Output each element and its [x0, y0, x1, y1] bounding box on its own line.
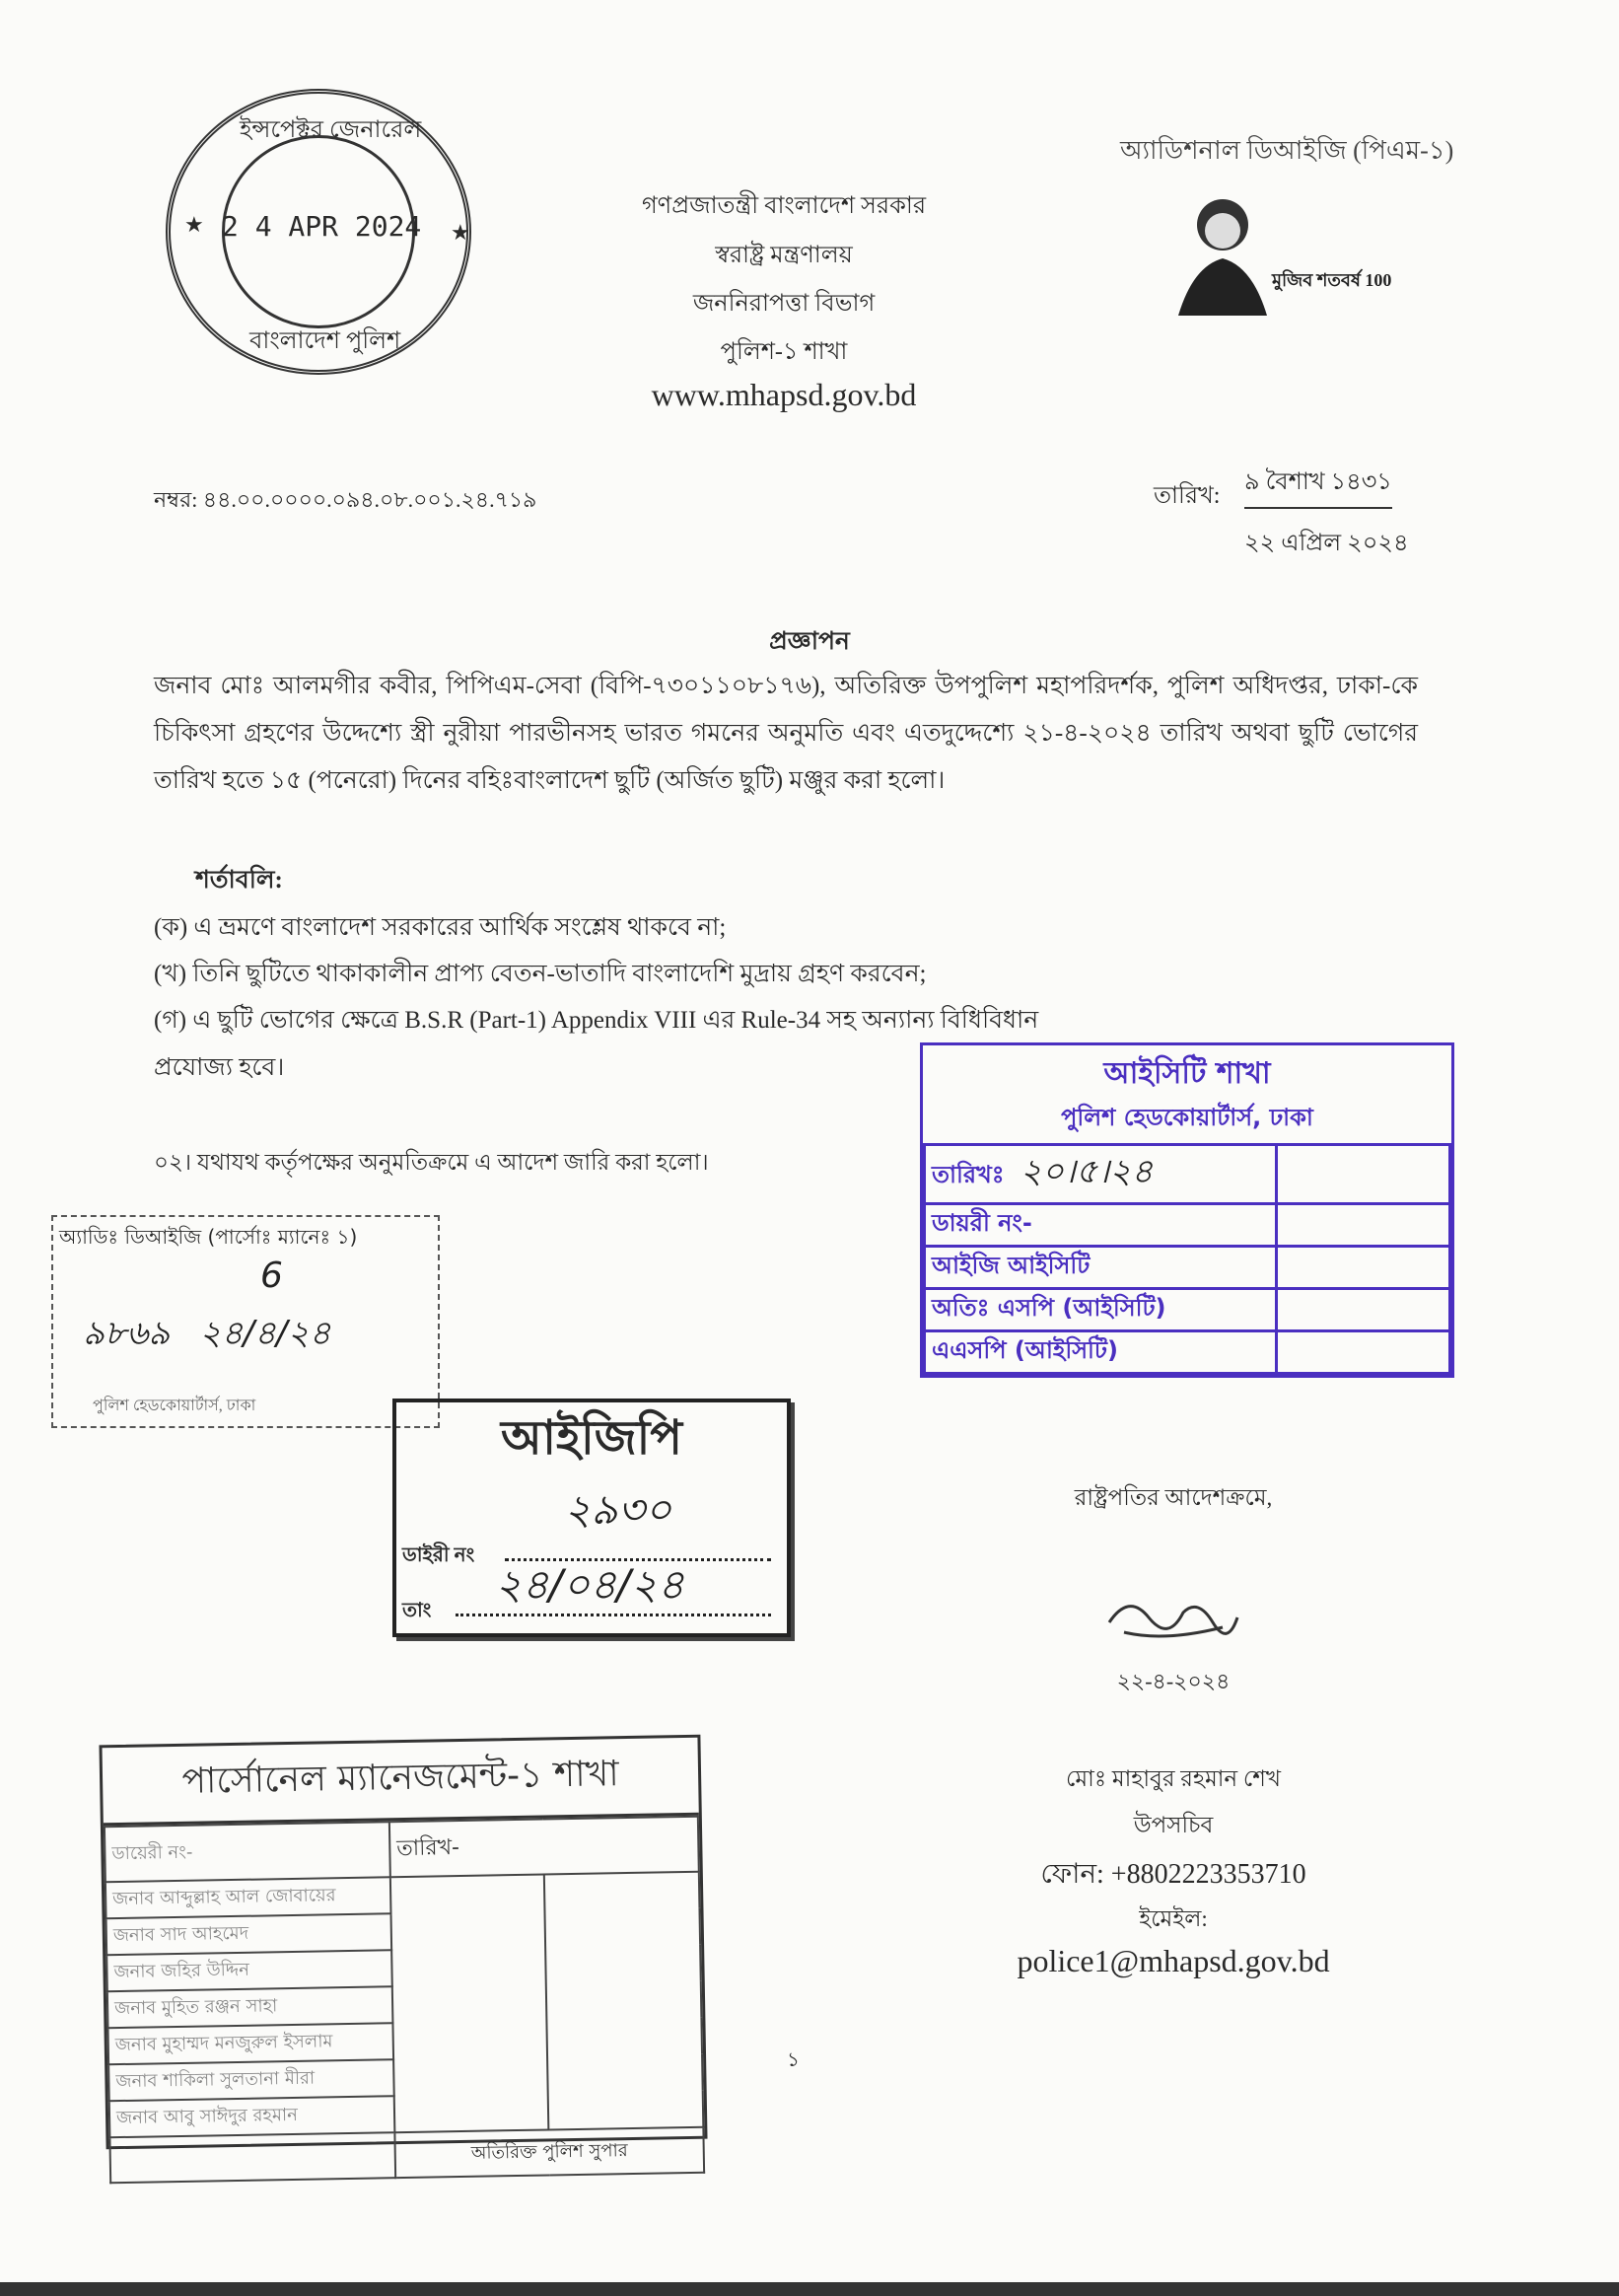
adig-stamp-title: অ্যাডিঃ ডিআইজি (পার্সোঃ ম্যানেঃ ১) [59, 1225, 358, 1249]
signatory-phone: ফোন: +8802223353710 [1040, 1859, 1306, 1890]
paragraph-two: ০২। যথাযথ কর্তৃপক্ষের অনুমতিক্রমে এ আদেশ জারি করা হলো। [154, 1150, 709, 1175]
ict-row-label: অতিঃ এসপি (আইসিটি) [925, 1289, 1277, 1331]
condition-item: (গ) এ ছুটি ভোগের ক্ষেত্রে B.S.R (Part-1) Appendix VIII এর Rule-34 সহ অন্যান্য বিধিবিধান [154, 1007, 1039, 1034]
top-right-note: অ্যাডিশনাল ডিআইজি (পিএম-১) [1120, 136, 1454, 165]
condition-item: (খ) তিনি ছুটিতে থাকাকালীন প্রাপ্য বেতন-ভাতাদি বাংলাদেশি মুদ্রায় গ্রহণ করবেন; [154, 961, 927, 987]
seal-top-text: ইন্সপেক্টর জেনারেল [240, 117, 422, 143]
condition-item: (ক) এ ভ্রমণে বাংলাদেশ সরকারের আর্থিক সংশ্লেষ থাকবে না; [154, 914, 727, 941]
ict-row-label: এএসপি (আইসিটি) [925, 1331, 1277, 1374]
emblem-label: মুজিব শতবর্ষ 100 [1272, 270, 1392, 290]
pm-stamp-title: পার্সোনেল ম্যানেজমেন্ট-১ শাখা [103, 1738, 699, 1827]
portrait-icon [1173, 187, 1282, 316]
pm-diary-label: ডায়েরী নং- [105, 1822, 390, 1882]
pm-name: জনাব শাকিলা সুলতানা মীরা [108, 2059, 394, 2101]
pm-name: জনাব সাদ আহমেদ [106, 1913, 392, 1955]
page-number: ১ [787, 2049, 800, 2071]
email-label: ইমেইল: [1139, 1906, 1208, 1931]
header-website: www.mhapsd.gov.bd [651, 377, 917, 412]
mujib-emblem [1173, 187, 1392, 316]
igp-stamp-title: আইজিপি [501, 1410, 682, 1466]
signature-icon [1104, 1588, 1242, 1652]
memo-date-bangla: ৯ বৈশাখ ১৪৩১ [1244, 464, 1392, 509]
document-title: প্রজ্ঞাপন [769, 628, 850, 655]
memo-number: নম্বর: ৪৪.০০.০০০০.০৯৪.০৮.০০১.২৪.৭১৯ [154, 487, 537, 512]
pm-name: জনাব আবু সাঈদুর রহমান [109, 2096, 395, 2137]
ict-stamp [920, 1042, 1454, 1378]
igp-stamp [392, 1399, 791, 1637]
adig-stamp [51, 1215, 440, 1428]
condition-item: প্রযোজ্য হবে। [154, 1054, 285, 1081]
memo-date-gregorian: ২২ এপ্রিল ২০২৪ [1244, 531, 1409, 556]
seal-bottom-text: বাংলাদেশ পুলিশ [249, 328, 401, 354]
igp-date-label: তাং [402, 1600, 432, 1621]
seal-date: 2 4 APR 2024 [222, 210, 422, 243]
header-ministry: স্বরাষ্ট্র মন্ত্রণালয় [715, 243, 853, 268]
signatory-designation: উপসচিব [1133, 1813, 1214, 1837]
star-icon: ★ [184, 212, 204, 237]
pm-name: জনাব মুহিত রঞ্জন সাহা [107, 1986, 393, 2028]
header-govt: গণপ্রজাতন্ত্রী বাংলাদেশ সরকার [641, 193, 927, 219]
memo-date-label: তারিখ: [1154, 483, 1221, 509]
signatory-email[interactable]: police1@mhapsd.gov.bd [1017, 1943, 1330, 1978]
pm-date-label: তারিখ- [389, 1817, 699, 1877]
igp-diary-label: ডাইরী নং [402, 1544, 475, 1566]
ict-row-label: তারিখঃ [932, 1161, 1005, 1188]
signature-date: ২২-৪-২০২৪ [1116, 1669, 1231, 1693]
ict-row-label: আইজি আইসিটি [925, 1247, 1277, 1289]
ict-handwritten-date: ২০।৫।২৪ [1020, 1152, 1154, 1191]
pm-stamp-footer: অতিরিক্ত পুলিশ সুপার [394, 2127, 704, 2178]
ict-row-label: ডায়রী নং- [925, 1204, 1277, 1247]
igp-date-value: ২৪/০৪/২৪ [495, 1560, 684, 1609]
conditions-heading: শর্তাবলি: [195, 867, 283, 894]
header-division: জননিরাপত্তা বিভাগ [692, 291, 876, 317]
signatory-name: মোঃ মাহাবুর রহমান শেখ [1066, 1766, 1281, 1791]
divider [456, 1614, 771, 1616]
ig-seal [166, 89, 471, 375]
star-icon: ★ [451, 220, 470, 245]
igp-diary-value: ২৯৩০ [564, 1485, 672, 1534]
ict-stamp-subtitle: পুলিশ হেডকোয়ার্টার্স, ঢাকা [1061, 1104, 1313, 1131]
adig-mark: 6 [260, 1256, 283, 1296]
presidential-order: রাষ্ট্রপতির আদেশক্রমে, [1074, 1485, 1273, 1510]
header-branch: পুলিশ-১ শাখা [720, 339, 848, 365]
pm-name: জনাব আব্দুল্লাহ আল জোবায়ের [106, 1877, 391, 1918]
pm-name: জনাব মুহাম্মদ মনজুরুল ইসলাম [107, 2023, 393, 2064]
pm-name: জনাব জহির উদ্দিন [106, 1950, 392, 1991]
scan-edge [0, 2282, 1619, 2296]
adig-stamp-footer: পুলিশ হেডকোয়ার্টার্স, ঢাকা [93, 1398, 256, 1414]
ict-stamp-title: আইসিটি শাখা [1103, 1056, 1271, 1091]
adig-diary: ৯৮৬৯ [83, 1314, 171, 1353]
personnel-management-stamp [99, 1735, 707, 2164]
body-paragraph: জনাব মোঃ আলমগীর কবীর, পিপিএম-সেবা (বিপি-৭৩০১১০৮১৭৬), অতিরিক্ত উপপুলিশ মহাপরিদর্শক, পুলিশ অধিদপ্তর, ঢাকা-কে চিকিৎসা গ্রহণের উদ্দেশ্যে স্ত্রী নুরীয়া পারভীনসহ ভারত গমনের অনুমতি এবং এতদুদ্দেশ্যে ২১-৪-২০২৪ তারিখ অথবা ছুটি ভোগের তারিখ হতে ১৫ (পনেরো) দিনের বহিঃবাংলাদেশ ছুটি (অর্জিত ছুটি) মঞ্জুর করা হলো। [154, 673, 1418, 794]
adig-date: ২৪/৪/২৪ [199, 1314, 331, 1353]
